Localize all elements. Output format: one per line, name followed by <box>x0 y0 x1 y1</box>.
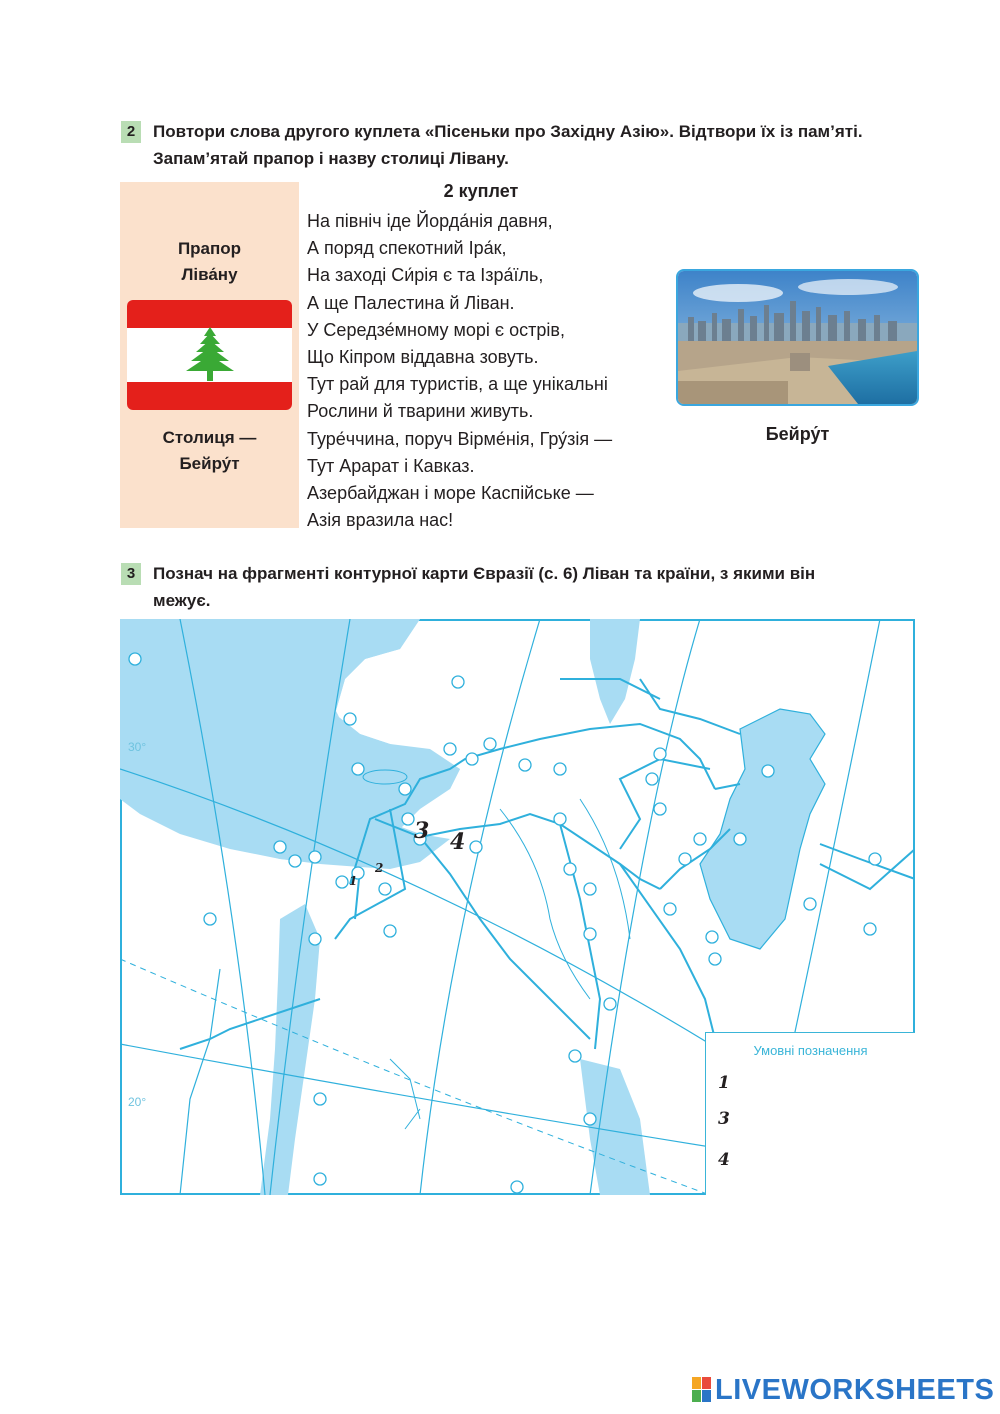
map-label-2: 2 <box>375 861 384 875</box>
task-3-line-2: межує. <box>153 591 211 610</box>
task-2-instruction <box>153 118 863 172</box>
map-label-4: 4 <box>450 829 466 855</box>
verse-line: Що Кіпром віддавна зовуть. <box>307 347 539 368</box>
task-2-line-1: Повтори слова другого куплета «Пісеньки про Західну Азію». Відтвори їх із пам’яті. <box>153 122 863 141</box>
verse-line: Азербайджан і море Каспійське — <box>307 483 594 504</box>
task-3-number: 3 <box>121 563 141 585</box>
legend-title: Умовні позначення <box>753 1043 868 1058</box>
flag-red-stripe-top <box>127 300 292 328</box>
lebanon-flag <box>127 300 292 410</box>
verse-line: Туре́ччина, поруч Вірме́нія, Гру́зія — <box>307 428 613 449</box>
verse-line: А поряд спекотний Іра́к, <box>307 238 507 259</box>
capital-line-1: Столиця — <box>162 428 257 447</box>
verse-lines <box>307 208 612 534</box>
task-2-number: 2 <box>121 121 141 143</box>
liveworksheets-wordmark: LIVEWORKSHEETS <box>715 1373 995 1406</box>
task-3-line-1: Познач на фрагменті контурної карти Євразії (с. 6) Ліван та країни, з якими він <box>153 564 816 583</box>
task-3-instruction <box>153 560 815 614</box>
verse-line: Азія вразила нас! <box>307 510 454 531</box>
beirut-photo <box>676 269 919 406</box>
verse-line: Тут рай для туристів, а ще унікальні <box>307 374 608 395</box>
latitude-30-label: 30° <box>128 740 147 754</box>
latitude-20-label: 20° <box>128 1095 147 1109</box>
verse-line: На північ іде Йорда́нія давня, <box>307 211 553 231</box>
flag-heading-line-1: Прапор <box>177 239 242 258</box>
verse-line: На заході Си́рія є та Ізра́їль, <box>307 265 544 286</box>
flag-panel <box>120 182 299 528</box>
beirut-cityscape-image <box>678 271 917 404</box>
task-2-line-2: Запам’ятай прапор і назву столиці Лівану. <box>153 149 509 168</box>
verse-line: А ще Палестина й Ліван. <box>307 292 515 313</box>
capital-heading <box>120 425 299 477</box>
verse-line: Рослини й тварини живуть. <box>307 401 534 422</box>
legend-item-1: 1 <box>718 1073 730 1093</box>
flag-heading <box>120 236 299 288</box>
verse-line: У Середзе́мному морі є острів, <box>307 319 565 340</box>
legend-item-3: 3 <box>718 1109 730 1129</box>
capital-line-2: Бейру́т <box>179 454 240 473</box>
verse-line: Тут Арарат і Кавказ. <box>307 455 475 476</box>
legend-item-4: 4 <box>718 1150 730 1170</box>
flag-red-stripe-bottom <box>127 382 292 410</box>
beirut-photo-caption: Бейру́т <box>765 424 830 444</box>
map-label-3: 3 <box>414 818 430 844</box>
liveworksheets-mark-icon <box>692 1377 712 1403</box>
map-legend <box>705 1032 915 1195</box>
verse-title: 2 куплет <box>443 181 519 201</box>
cedar-icon <box>183 327 237 383</box>
flag-heading-line-2: Ліва́ну <box>181 265 238 284</box>
liveworksheets-logo <box>692 1372 994 1408</box>
map-label-1: 1 <box>349 874 358 888</box>
